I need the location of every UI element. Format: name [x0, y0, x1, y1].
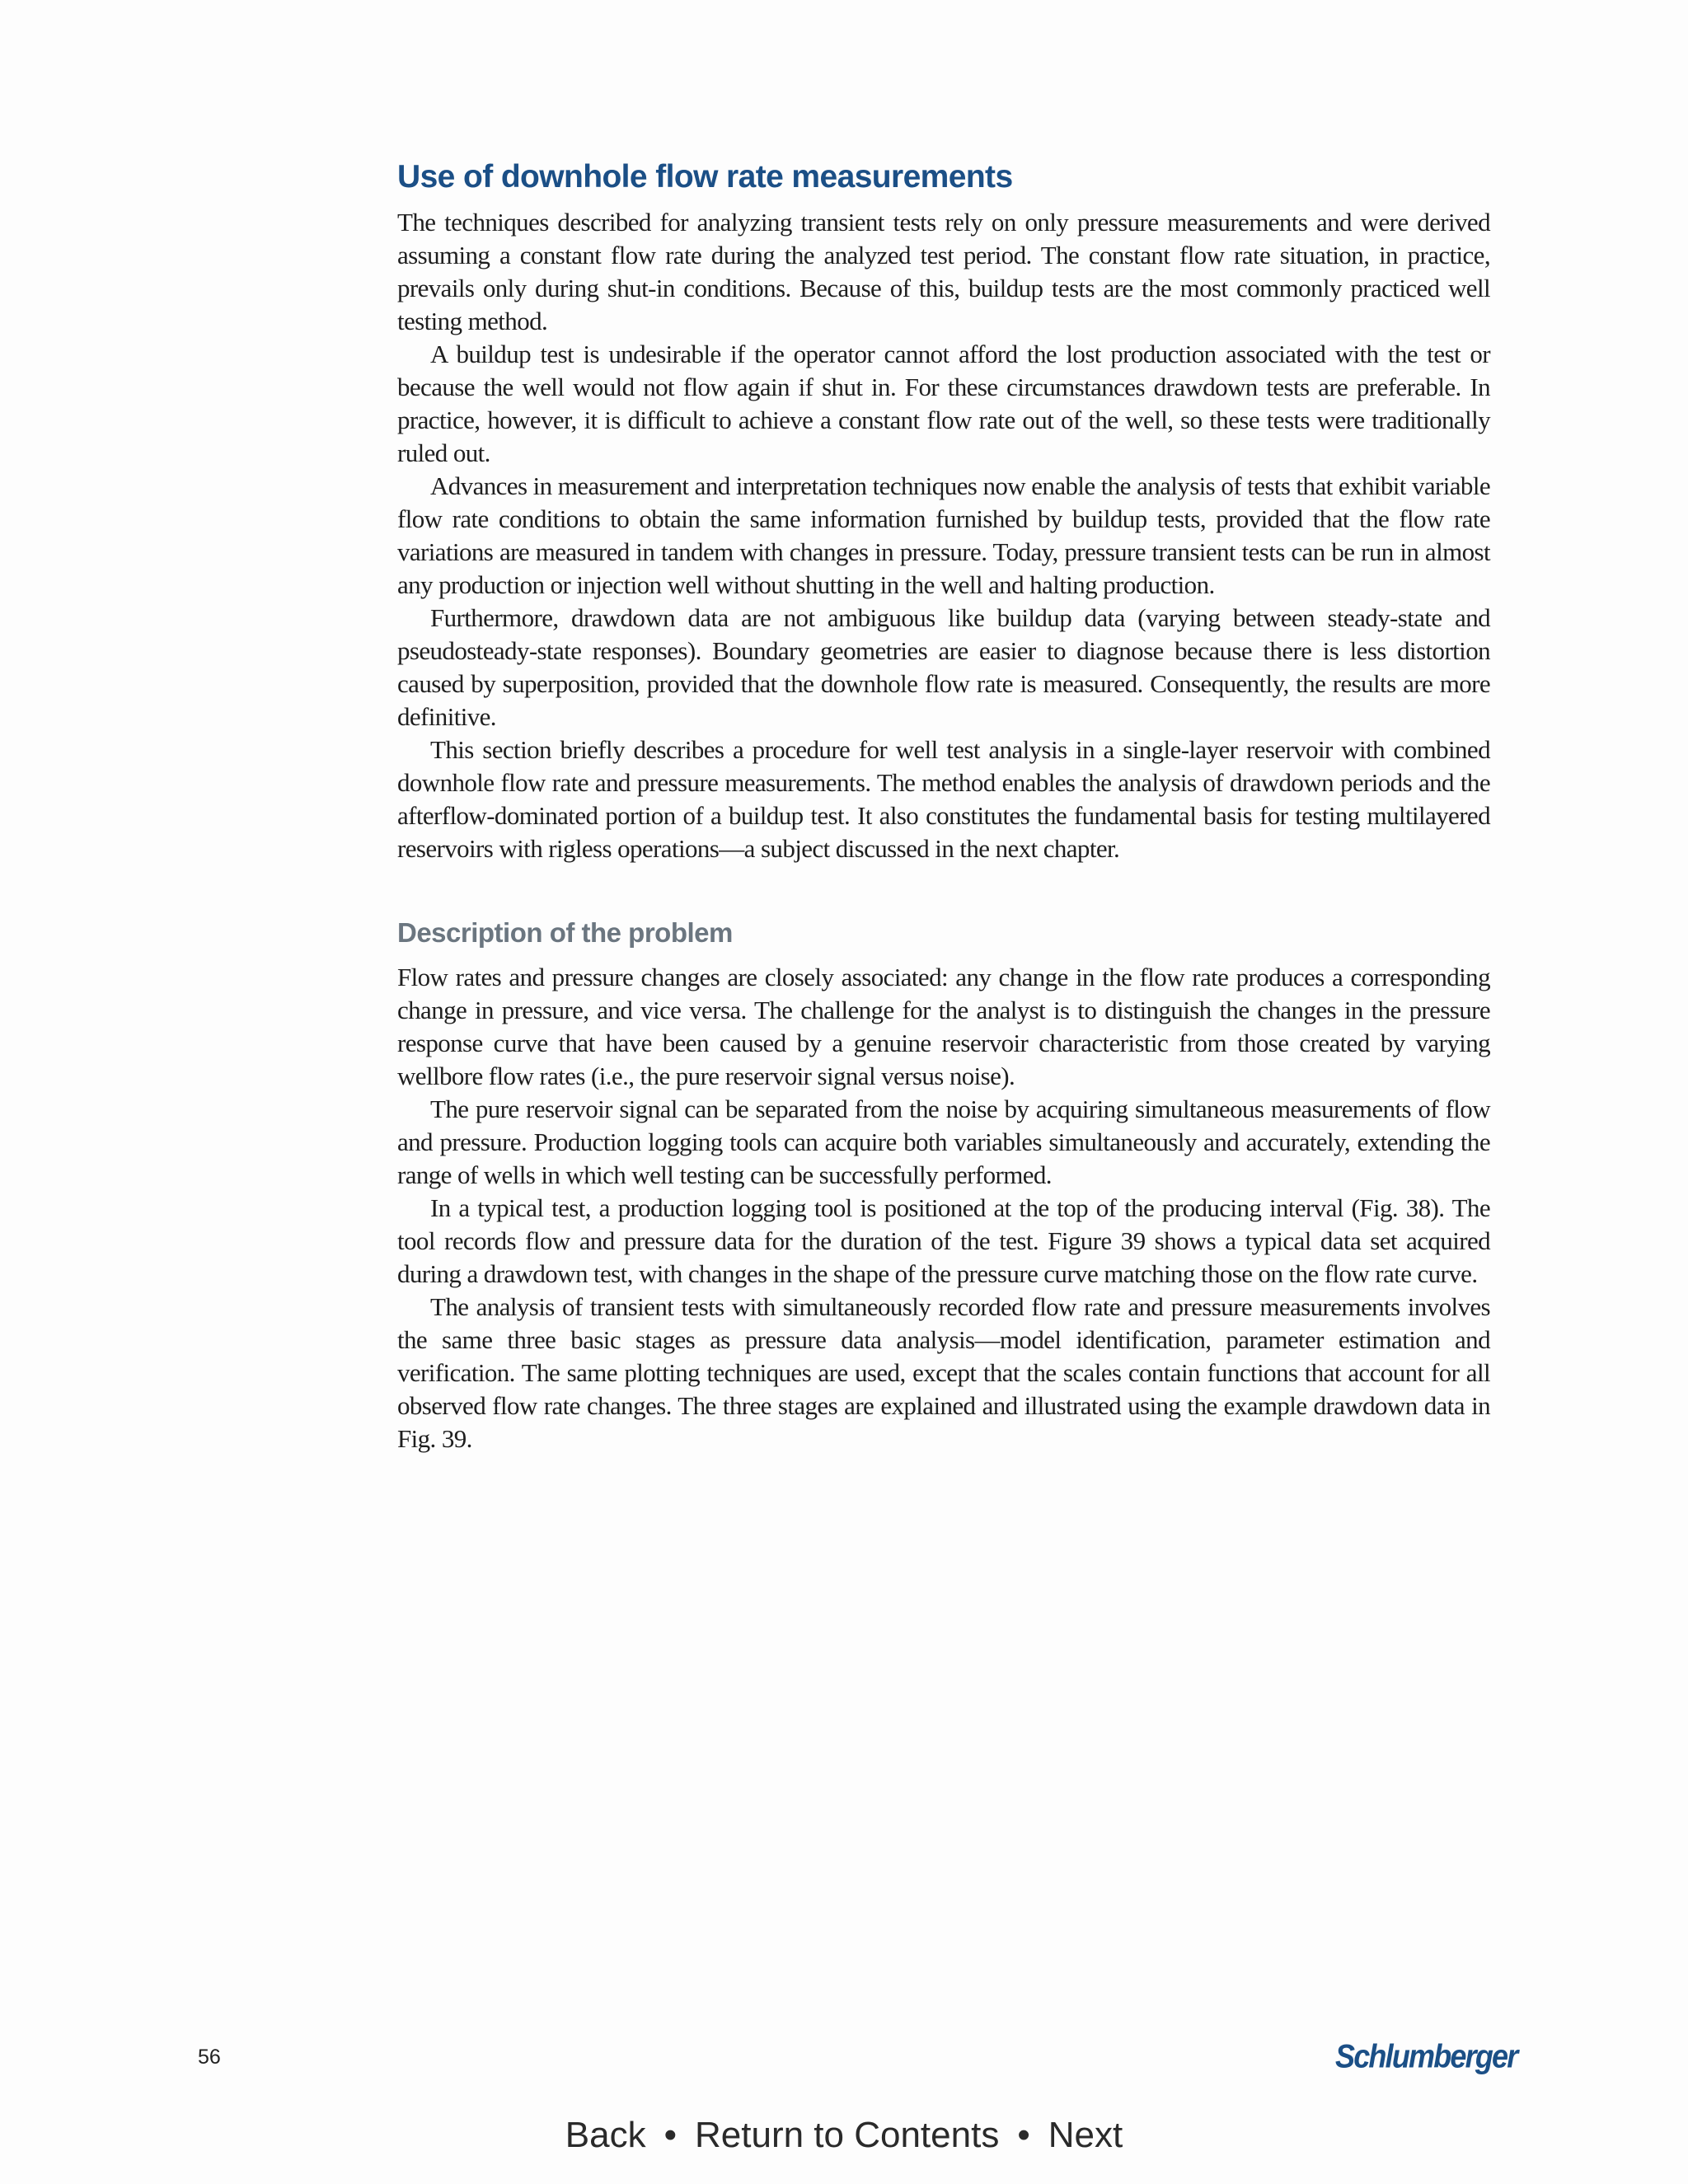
page-number: 56	[198, 2046, 221, 2069]
body-paragraph: In a typical test, a production logging tool is positioned at the top of the producing interval (Fig. 38). The tool records flow and pressure data for the duration of the test. Figure 39 shows a typical data set acquired during a drawdown test, with changes in the shape of the pressure curve matching those on the flow rate curve.	[397, 1193, 1490, 1288]
body-paragraph: A buildup test is undesirable if the operator cannot afford the lost production associated with the test or because the well would not flow again if shut in. For these circumstances drawdown tests are preferable. In practice, however, it is difficult to achieve a constant flow rate out of the well, so these tests were traditionally ruled out.	[397, 340, 1490, 467]
body-paragraph: The pure reservoir signal can be separated from the noise by acquiring simultaneous measurements of flow and pressure. Production logging tools can acquire both variables simultaneously and accurately, extending the range of wells in which well testing can be successfully performed.	[397, 1094, 1490, 1189]
page-content	[397, 157, 1490, 1455]
body-paragraph: Advances in measurement and interpretation techniques now enable the analysis of tests that exhibit variable flow rate conditions to obtain the same information furnished by buildup tests, provided that the flow rate variations are measured in tandem with changes in pressure. Today, pressure transient tests can be run in almost any production or injection well without shutting in the well and halting production.	[397, 471, 1490, 599]
body-paragraph: This section briefly describes a procedure for well test analysis in a single-layer reservoir with combined downhole flow rate and pressure measurements. The method enables the analysis of drawdown periods and the afterflow-dominated portion of a buildup test. It also constitutes the fundamental basis for testing multilayered reservoirs with rigless operations—a subject discussed in the next chapter.	[397, 735, 1490, 863]
body-paragraph: Flow rates and pressure changes are closely associated: any change in the flow rate produces a corresponding change in pressure, and vice versa. The challenge for the analyst is to distinguish the changes in the pressure response curve that have been caused by a genuine reservoir characteristic from those created by varying wellbore flow rates (i.e., the pure reservoir signal versus noise).	[397, 963, 1490, 1090]
return-to-contents-link[interactable]: Return to Contents	[695, 2115, 1000, 2155]
section-title: Use of downhole flow rate measurements	[397, 159, 1013, 194]
next-link[interactable]: Next	[1048, 2115, 1123, 2155]
back-link[interactable]: Back	[565, 2115, 646, 2155]
body-paragraph: Furthermore, drawdown data are not ambiguous like buildup data (varying between steady-state and pseudosteady-state responses). Boundary geometries are easier to diagnose because there is less distortion caused by superposition, provided that the downhole flow rate is measured. Consequently, the results are more definitive.	[397, 603, 1490, 731]
nav-separator: •	[663, 2115, 677, 2155]
subsection-title: Description of the problem	[397, 917, 733, 948]
body-paragraph: The analysis of transient tests with simultaneously recorded flow rate and pressure measurements involves the same three basic stages as pressure data analysis—model identification, parameter estimation and verification. The same plotting techniques are used, except that the scales contain functions that account for all observed flow rate changes. The three stages are explained and illustrated using the example drawdown data in Fig. 39.	[397, 1292, 1490, 1453]
navigation-bar	[0, 2115, 1688, 2156]
body-paragraph: The techniques described for analyzing transient tests rely on only pressure measurements and were derived assuming a constant flow rate during the analyzed test period. The constant flow rate situation, in practice, prevails only during shut-in conditions. Because of this, buildup tests are the most commonly practiced well testing method.	[397, 208, 1490, 335]
nav-separator: •	[1017, 2115, 1030, 2155]
schlumberger-logo: Schlumberger	[1335, 2037, 1517, 2075]
